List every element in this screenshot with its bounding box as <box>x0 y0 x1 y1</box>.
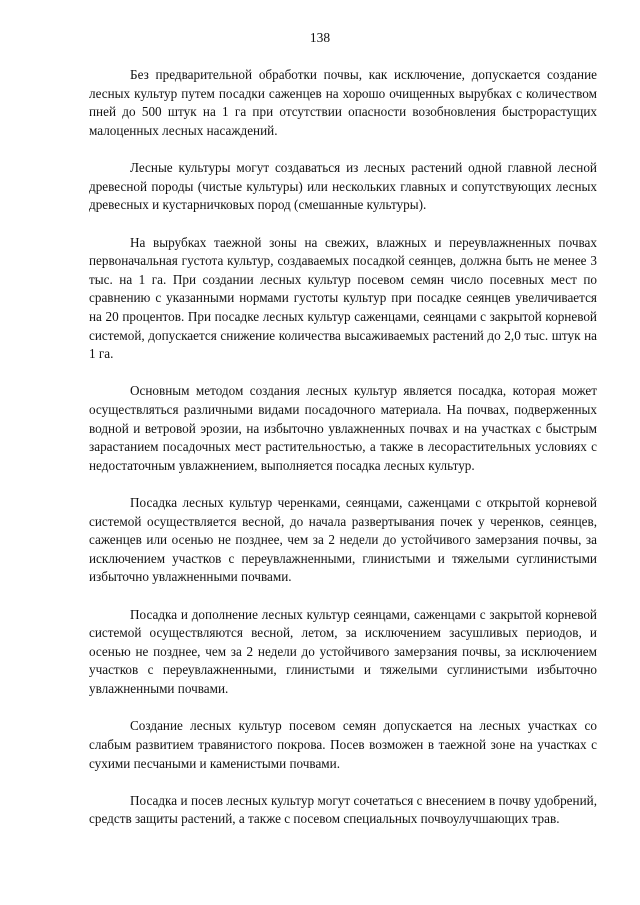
paragraph: Основным методом создания лесных культур является посадка, которая может осуществляться различными видами посадочного материала. На почвах, подверженных водной и ветровой эрозии, на избыточно увлажненных почвах и на участках с быстрым зарастанием посадочных мест растительностью, а также в лесорастительных условиях с недостаточным увлажнением, выполняется посадка лесных культур. <box>89 383 597 473</box>
document-body <box>89 66 597 829</box>
paragraph: Без предварительной обработки почвы, как исключение, допускается создание лесных культур путем посадки саженцев на хорошо очищенных вырубках с количеством пней до 500 штук на 1 га при отсутствии опасности возобновления быстрорастущих малоценных лесных насаждений. <box>89 67 597 138</box>
paragraph: Создание лесных культур посевом семян допускается на лесных участках со слабым развитием травянистого покрова. Посев возможен в таежной зоне на участках с сухими песчаными и каменистыми почвами. <box>89 718 597 771</box>
paragraph: На вырубках таежной зоны на свежих, влажных и переувлажненных почвах первоначальная густота культур, создаваемых посадкой сеянцев, должна быть не менее 3 тыс. на 1 га. При создании лесных культур посевом семян число посевных мест по сравнению с указанными нормами густоты культур при посадке сеянцев увеличивается на 20 процентов. При посадке лесных культур саженцами, сеянцами с закрытой корневой системой, допускается снижение количества высаживаемых растений до 2,0 тыс. штук на 1 га. <box>89 234 597 362</box>
paragraph: Посадка лесных культур черенками, сеянцами, саженцами с открытой корневой системой осуществляется весной, до начала развертывания почек у черенков, сеянцев, саженцев или осенью не позднее, чем за 2 недели до устойчивого замерзания почвы, за исключением участков с переувлажненными, глинистыми и тяжелыми суглинистыми избыточно увлажненными почвами. <box>89 495 597 585</box>
paragraph: Лесные культуры могут создаваться из лесных растений одной главной лесной древесной породы (чистые культуры) или нескольких главных и сопутствующих лесных древесных и кустарничковых пород (смешанные культуры). <box>89 160 597 213</box>
paragraph: Посадка и дополнение лесных культур сеянцами, саженцами с закрытой корневой системой осуществляются весной, летом, за исключением засушливых периодов, и осенью не позднее, чем за 2 недели до устойчивого замерзания почвы, за исключением участков с переувлажненными, глинистыми и тяжелыми суглинистыми избыточно увлажненными почвами. <box>89 606 597 697</box>
page-number: 138 <box>309 30 331 45</box>
paragraph: Посадка и посев лесных культур могут сочетаться с внесением в почву удобрений, средств защиты растений, а также с посевом специальных почвоулучшающих трав. <box>89 792 597 827</box>
